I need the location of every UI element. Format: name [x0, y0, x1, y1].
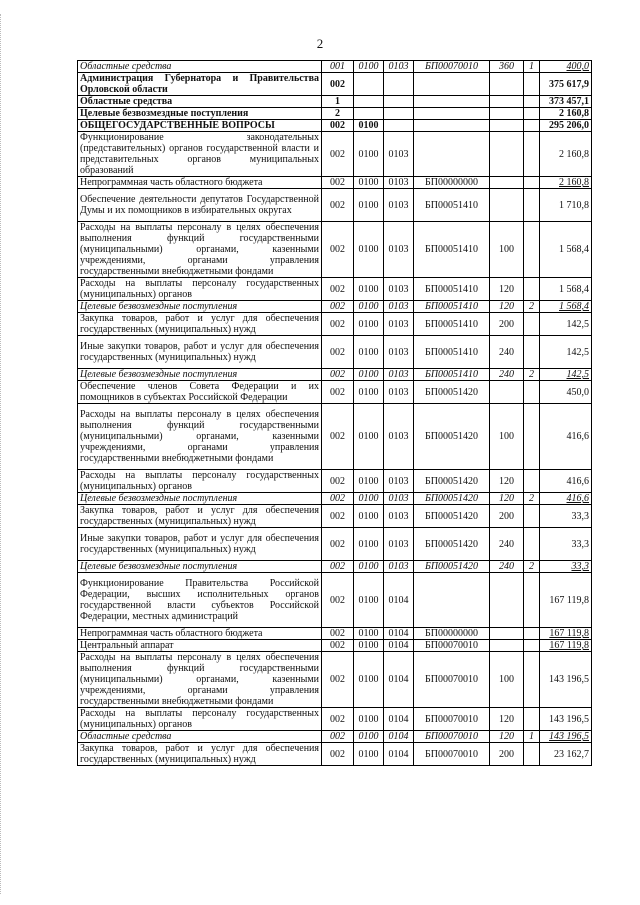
row-name: Функционирование законодательных (представительных) органов государственной власти и представительных органов муниципальных образований [78, 132, 322, 177]
row-amount: 143 196,5 [540, 731, 592, 743]
row-ved-code: 002 [322, 381, 354, 404]
row-target-article: БП00051420 [414, 528, 490, 561]
table-row [78, 313, 592, 336]
row-name: Целевые безвозмездные поступления [78, 369, 322, 381]
table-row [78, 222, 592, 278]
row-amount: 143 196,5 [540, 708, 592, 731]
row-target-article: БП00000000 [414, 628, 490, 640]
row-target-article: БП00070010 [414, 640, 490, 652]
row-amount: 416,6 [540, 470, 592, 493]
row-section-code: 0100 [354, 278, 384, 301]
row-source-code: 2 [524, 301, 540, 313]
row-amount: 1 568,4 [540, 222, 592, 278]
row-target-article: БП00070010 [414, 708, 490, 731]
row-section-code: 0100 [354, 652, 384, 708]
row-name: Закупка товаров, работ и услуг для обеспечения государственных (муниципальных) нужд [78, 743, 322, 766]
row-section-code: 0100 [354, 61, 384, 73]
row-amount: 2 160,8 [540, 177, 592, 189]
row-amount: 2 160,8 [540, 108, 592, 120]
row-subsection-code: 0103 [384, 381, 414, 404]
row-amount: 1 568,4 [540, 301, 592, 313]
table-row [78, 120, 592, 132]
row-section-code [354, 73, 384, 96]
row-name: Иные закупки товаров, работ и услуг для обеспечения государственных (муниципальных) нужд [78, 336, 322, 369]
row-amount: 1 568,4 [540, 278, 592, 301]
row-target-article: БП00070010 [414, 743, 490, 766]
row-source-code [524, 381, 540, 404]
row-ved-code: 002 [322, 132, 354, 177]
row-subsection-code: 0103 [384, 132, 414, 177]
table-row [78, 336, 592, 369]
row-ved-code: 002 [322, 640, 354, 652]
row-amount: 143 196,5 [540, 652, 592, 708]
row-target-article: БП00051410 [414, 313, 490, 336]
row-target-article: БП00070010 [414, 652, 490, 708]
row-subsection-code: 0104 [384, 573, 414, 628]
row-target-article [414, 132, 490, 177]
row-section-code: 0100 [354, 222, 384, 278]
table-row [78, 628, 592, 640]
row-source-code [524, 404, 540, 470]
row-ved-code: 002 [322, 470, 354, 493]
row-expense-type: 200 [490, 505, 524, 528]
row-section-code: 0100 [354, 573, 384, 628]
row-ved-code: 002 [322, 301, 354, 313]
row-name: Целевые безвозмездные поступления [78, 561, 322, 573]
table-row [78, 652, 592, 708]
table-row [78, 381, 592, 404]
row-name: Расходы на выплаты персоналу в целях обеспечения выполнения функций государственными (муниципальными) органами, казенными учреждениями, органами управления государственными внебюджетными фондами [78, 222, 322, 278]
row-subsection-code: 0103 [384, 369, 414, 381]
row-name: Областные средства [78, 61, 322, 73]
table-row [78, 132, 592, 177]
row-section-code: 0100 [354, 628, 384, 640]
row-ved-code: 002 [322, 404, 354, 470]
row-subsection-code: 0104 [384, 743, 414, 766]
row-ved-code: 001 [322, 61, 354, 73]
row-expense-type: 120 [490, 278, 524, 301]
table-row [78, 505, 592, 528]
table-row [78, 108, 592, 120]
row-source-code [524, 189, 540, 222]
row-ved-code: 002 [322, 743, 354, 766]
table-row [78, 73, 592, 96]
table-row [78, 470, 592, 493]
row-section-code: 0100 [354, 505, 384, 528]
table-row [78, 177, 592, 189]
row-amount: 400,0 [540, 61, 592, 73]
row-target-article: БП00051420 [414, 493, 490, 505]
row-name: Иные закупки товаров, работ и услуг для обеспечения государственных (муниципальных) нужд [78, 528, 322, 561]
table-row [78, 493, 592, 505]
row-ved-code: 002 [322, 369, 354, 381]
row-source-code [524, 313, 540, 336]
row-amount: 416,6 [540, 404, 592, 470]
row-source-code: 1 [524, 731, 540, 743]
row-name: Целевые безвозмездные поступления [78, 301, 322, 313]
row-name: Обеспечение членов Совета Федерации и их помощников в субъектах Российской Федерации [78, 381, 322, 404]
row-section-code: 0100 [354, 132, 384, 177]
row-section-code [354, 96, 384, 108]
row-target-article: БП00051420 [414, 381, 490, 404]
row-section-code: 0100 [354, 189, 384, 222]
row-subsection-code [384, 96, 414, 108]
row-subsection-code: 0103 [384, 61, 414, 73]
row-ved-code: 002 [322, 313, 354, 336]
row-name: Закупка товаров, работ и услуг для обеспечения государственных (муниципальных) нужд [78, 313, 322, 336]
row-section-code: 0100 [354, 470, 384, 493]
row-source-code [524, 708, 540, 731]
row-ved-code: 002 [322, 573, 354, 628]
row-section-code [354, 108, 384, 120]
row-expense-type: 120 [490, 301, 524, 313]
row-amount: 373 457,1 [540, 96, 592, 108]
row-target-article: БП00051420 [414, 505, 490, 528]
row-source-code: 2 [524, 561, 540, 573]
row-amount: 167 119,8 [540, 573, 592, 628]
row-source-code: 2 [524, 493, 540, 505]
row-expense-type: 240 [490, 336, 524, 369]
row-section-code: 0100 [354, 120, 384, 132]
row-name: Непрограммная часть областного бюджета [78, 628, 322, 640]
row-amount: 142,5 [540, 313, 592, 336]
row-subsection-code: 0103 [384, 278, 414, 301]
row-name: Непрограммная часть областного бюджета [78, 177, 322, 189]
row-expense-type [490, 573, 524, 628]
row-target-article: БП00051420 [414, 404, 490, 470]
row-name: Центральный аппарат [78, 640, 322, 652]
table-row [78, 731, 592, 743]
row-section-code: 0100 [354, 561, 384, 573]
row-ved-code: 002 [322, 652, 354, 708]
row-subsection-code [384, 120, 414, 132]
row-source-code [524, 73, 540, 96]
row-source-code: 2 [524, 369, 540, 381]
row-source-code [524, 222, 540, 278]
row-subsection-code: 0103 [384, 301, 414, 313]
row-subsection-code: 0104 [384, 708, 414, 731]
row-target-article: БП00051410 [414, 369, 490, 381]
row-source-code [524, 96, 540, 108]
row-subsection-code: 0104 [384, 731, 414, 743]
row-subsection-code: 0103 [384, 189, 414, 222]
row-expense-type: 240 [490, 561, 524, 573]
row-amount: 1 710,8 [540, 189, 592, 222]
row-source-code [524, 120, 540, 132]
row-amount: 33,3 [540, 505, 592, 528]
row-amount: 295 206,0 [540, 120, 592, 132]
row-target-article: БП00051410 [414, 278, 490, 301]
row-ved-code: 002 [322, 628, 354, 640]
row-section-code: 0100 [354, 404, 384, 470]
table-row [78, 301, 592, 313]
row-ved-code: 002 [322, 120, 354, 132]
row-source-code [524, 108, 540, 120]
table-row [78, 640, 592, 652]
row-source-code [524, 278, 540, 301]
row-target-article: БП00051410 [414, 301, 490, 313]
row-subsection-code: 0103 [384, 505, 414, 528]
table-row [78, 573, 592, 628]
row-target-article: БП00051410 [414, 222, 490, 278]
row-subsection-code: 0104 [384, 652, 414, 708]
row-target-article [414, 108, 490, 120]
row-subsection-code: 0104 [384, 640, 414, 652]
row-section-code: 0100 [354, 313, 384, 336]
row-subsection-code: 0104 [384, 628, 414, 640]
row-name: Областные средства [78, 731, 322, 743]
row-source-code [524, 573, 540, 628]
row-ved-code: 002 [322, 336, 354, 369]
budget-table-body [78, 61, 592, 766]
row-target-article: БП00051410 [414, 189, 490, 222]
row-expense-type: 100 [490, 222, 524, 278]
row-name: Обеспечение деятельности депутатов Государственной Думы и их помощников в избирательных округах [78, 189, 322, 222]
row-expense-type: 200 [490, 313, 524, 336]
row-amount: 23 162,7 [540, 743, 592, 766]
row-target-article: БП00051420 [414, 470, 490, 493]
row-expense-type: 240 [490, 528, 524, 561]
row-expense-type [490, 177, 524, 189]
row-subsection-code [384, 108, 414, 120]
row-subsection-code: 0103 [384, 561, 414, 573]
row-name: Целевые безвозмездные поступления [78, 108, 322, 120]
table-row [78, 189, 592, 222]
row-expense-type [490, 189, 524, 222]
row-name: Администрация Губернатора и Правительства Орловской области [78, 73, 322, 96]
row-source-code: 1 [524, 61, 540, 73]
row-expense-type [490, 120, 524, 132]
row-name: Закупка товаров, работ и услуг для обеспечения государственных (муниципальных) нужд [78, 505, 322, 528]
table-row [78, 528, 592, 561]
row-section-code: 0100 [354, 743, 384, 766]
row-ved-code: 1 [322, 96, 354, 108]
row-ved-code: 002 [322, 528, 354, 561]
row-amount: 450,0 [540, 381, 592, 404]
row-subsection-code: 0103 [384, 470, 414, 493]
row-expense-type: 360 [490, 61, 524, 73]
row-source-code [524, 652, 540, 708]
row-target-article [414, 573, 490, 628]
row-ved-code: 002 [322, 731, 354, 743]
row-amount: 33,3 [540, 561, 592, 573]
row-target-article: БП00051420 [414, 561, 490, 573]
row-amount: 142,5 [540, 369, 592, 381]
row-ved-code: 002 [322, 561, 354, 573]
row-amount: 2 160,8 [540, 132, 592, 177]
row-name: Областные средства [78, 96, 322, 108]
row-amount: 142,5 [540, 336, 592, 369]
row-target-article [414, 73, 490, 96]
row-expense-type: 120 [490, 470, 524, 493]
row-section-code: 0100 [354, 301, 384, 313]
row-target-article [414, 96, 490, 108]
table-row [78, 369, 592, 381]
row-ved-code: 002 [322, 278, 354, 301]
row-ved-code: 002 [322, 505, 354, 528]
row-expense-type: 200 [490, 743, 524, 766]
row-expense-type [490, 132, 524, 177]
row-target-article [414, 120, 490, 132]
row-name: ОБЩЕГОСУДАРСТВЕННЫЕ ВОПРОСЫ [78, 120, 322, 132]
row-expense-type [490, 381, 524, 404]
row-ved-code: 002 [322, 222, 354, 278]
table-row [78, 743, 592, 766]
row-expense-type [490, 640, 524, 652]
row-amount: 416,6 [540, 493, 592, 505]
row-expense-type [490, 96, 524, 108]
row-expense-type: 120 [490, 708, 524, 731]
row-subsection-code: 0103 [384, 313, 414, 336]
row-subsection-code: 0103 [384, 336, 414, 369]
row-subsection-code [384, 73, 414, 96]
row-source-code [524, 640, 540, 652]
table-row [78, 708, 592, 731]
row-target-article: БП00000000 [414, 177, 490, 189]
row-ved-code: 002 [322, 189, 354, 222]
row-source-code [524, 336, 540, 369]
row-ved-code: 002 [322, 708, 354, 731]
row-section-code: 0100 [354, 336, 384, 369]
budget-table [77, 60, 592, 766]
table-row [78, 61, 592, 73]
row-section-code: 0100 [354, 731, 384, 743]
row-expense-type: 120 [490, 493, 524, 505]
row-source-code [524, 505, 540, 528]
row-name: Расходы на выплаты персоналу в целях обеспечения выполнения функций государственными (муниципальными) органами, казенными учреждениями, органами управления государственными внебюджетными фондами [78, 652, 322, 708]
page-edge-rule [0, 14, 2, 894]
row-ved-code: 002 [322, 73, 354, 96]
row-source-code [524, 132, 540, 177]
row-name: Расходы на выплаты персоналу государственных (муниципальных) органов [78, 708, 322, 731]
table-row [78, 561, 592, 573]
row-source-code [524, 528, 540, 561]
table-row [78, 278, 592, 301]
row-source-code [524, 628, 540, 640]
row-subsection-code: 0103 [384, 493, 414, 505]
page-number: 2 [316, 36, 324, 51]
row-target-article: БП00070010 [414, 731, 490, 743]
row-target-article: БП00051410 [414, 336, 490, 369]
row-section-code: 0100 [354, 177, 384, 189]
row-name: Расходы на выплаты персоналу в целях обеспечения выполнения функций государственными (муниципальными) органами, казенными учреждениями, органами управления государственными внебюджетными фондами [78, 404, 322, 470]
row-source-code [524, 470, 540, 493]
row-expense-type: 240 [490, 369, 524, 381]
row-source-code [524, 743, 540, 766]
row-subsection-code: 0103 [384, 177, 414, 189]
row-amount: 167 119,8 [540, 640, 592, 652]
row-section-code: 0100 [354, 640, 384, 652]
row-section-code: 0100 [354, 381, 384, 404]
row-ved-code: 2 [322, 108, 354, 120]
row-amount: 375 617,9 [540, 73, 592, 96]
row-name: Расходы на выплаты персоналу государственных (муниципальных) органов [78, 470, 322, 493]
row-ved-code: 002 [322, 177, 354, 189]
table-row [78, 96, 592, 108]
row-name: Расходы на выплаты персоналу государственных (муниципальных) органов [78, 278, 322, 301]
row-section-code: 0100 [354, 369, 384, 381]
row-section-code: 0100 [354, 708, 384, 731]
row-expense-type: 100 [490, 404, 524, 470]
row-section-code: 0100 [354, 528, 384, 561]
row-expense-type [490, 628, 524, 640]
row-amount: 167 119,8 [540, 628, 592, 640]
row-amount: 33,3 [540, 528, 592, 561]
row-expense-type [490, 73, 524, 96]
row-expense-type [490, 108, 524, 120]
row-expense-type: 100 [490, 652, 524, 708]
row-subsection-code: 0103 [384, 528, 414, 561]
row-name: Функционирование Правительства Российской Федерации, высших исполнительных органов государственной власти субъектов Российской Федерации, местных администраций [78, 573, 322, 628]
row-ved-code: 002 [322, 493, 354, 505]
row-name: Целевые безвозмездные поступления [78, 493, 322, 505]
row-source-code [524, 177, 540, 189]
row-section-code: 0100 [354, 493, 384, 505]
table-row [78, 404, 592, 470]
row-subsection-code: 0103 [384, 222, 414, 278]
row-target-article: БП00070010 [414, 61, 490, 73]
row-subsection-code: 0103 [384, 404, 414, 470]
row-expense-type: 120 [490, 731, 524, 743]
